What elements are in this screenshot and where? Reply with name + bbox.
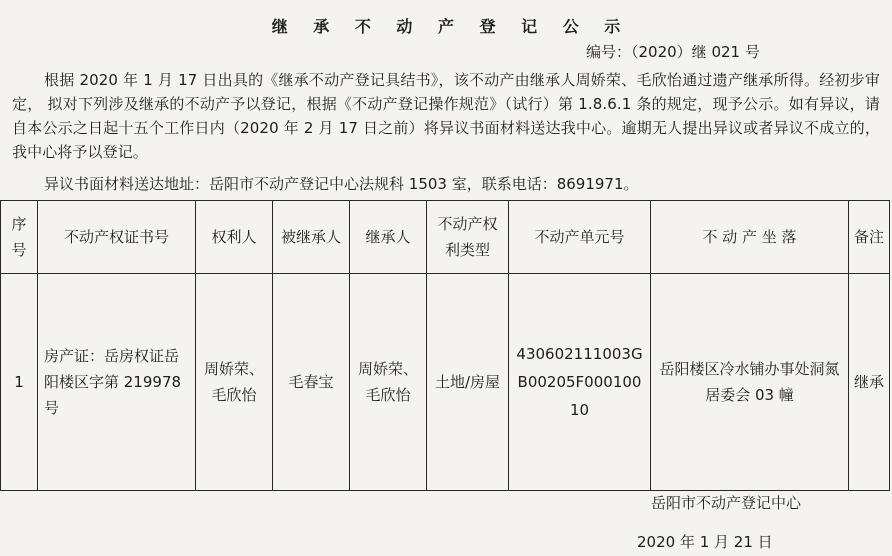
cell-decedent: 毛春宝 bbox=[273, 274, 350, 491]
header-cert-no: 不动产权证书号 bbox=[38, 201, 196, 274]
cell-remark: 继承 bbox=[849, 274, 890, 491]
issuer-signature: 岳阳市不动产登记中心 bbox=[651, 494, 802, 512]
table-row bbox=[1, 274, 890, 491]
cell-location: 岳阳楼区冷水铺办事处洞氮居委会 03 幢 bbox=[651, 274, 849, 491]
cell-unit-no: 430602111003GB00205F00010010 bbox=[509, 274, 651, 491]
header-heir: 继承人 bbox=[350, 201, 427, 274]
header-right-type: 不动产权利类型 bbox=[427, 201, 509, 274]
table-header-row bbox=[1, 201, 890, 274]
header-obligee: 权利人 bbox=[196, 201, 273, 274]
cell-cert-no: 房产证：岳房权证岳阳楼区字第 219978 号 bbox=[38, 274, 196, 491]
property-table bbox=[0, 200, 890, 491]
issue-date: 2020 年 1 月 21 日 bbox=[637, 533, 773, 551]
header-decedent: 被继承人 bbox=[273, 201, 350, 274]
header-remark: 备注 bbox=[849, 201, 890, 274]
document-number: 编号：（2020）继 021 号 bbox=[586, 43, 760, 61]
header-location: 不 动 产 坐 落 bbox=[651, 201, 849, 274]
header-unit-no: 不动产单元号 bbox=[509, 201, 651, 274]
cell-seq: 1 bbox=[1, 274, 38, 491]
notice-body: 根据 2020 年 1 月 17 日出具的《继承不动产登记具结书》，该不动产由继承人周娇荣、毛欣怡通过遗产继承所得。经初步审定， 拟对下列涉及继承的不动产予以登记，根据《不动产登记操作规范》（试行）第 1.8.6.1 条的规定，现予公示。如有异议，请自本公示之日起十五个工作日内（2020 年 2 月 17 日之前）将异议书面材料送达我中心。逾期无人提出异议或者异议不成立的，我中心将予以登记。 bbox=[12, 71, 880, 161]
cell-right-type: 土地/房屋 bbox=[427, 274, 509, 491]
cell-obligee: 周娇荣、毛欣怡 bbox=[196, 274, 273, 491]
document-title: 继 承 不 动 产 登 记 公 示 bbox=[271, 17, 631, 36]
header-seq: 序号 bbox=[1, 201, 38, 274]
objection-address: 异议书面材料送达地址：岳阳市不动产登记中心法规科 1503 室，联系电话：8691971。 bbox=[44, 175, 639, 193]
cell-heir: 周娇荣、毛欣怡 bbox=[350, 274, 427, 491]
